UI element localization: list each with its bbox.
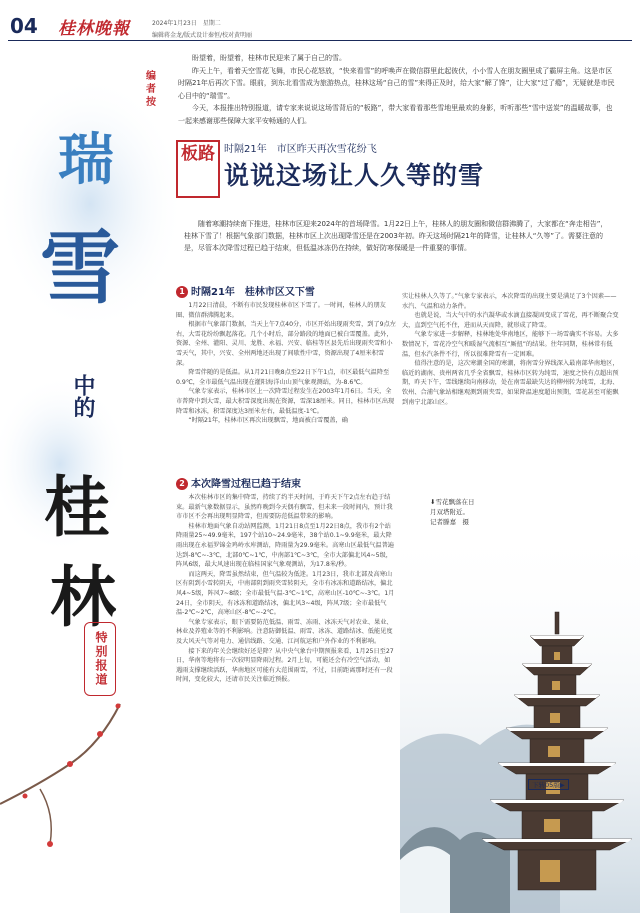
page-number: 04: [10, 14, 38, 38]
section-2-column: [176, 493, 396, 685]
title-char-rui: 瑞: [58, 127, 114, 193]
body-paragraph: 值得注意的是，这次寒潮全国的寒潮，将南雪分界线深入最南部华南地区，临近的湖南、贵州两省几乎全省飘雪，桂林市区转为纯雪，速度之快有点超出预期，昨天下午，雪线继续向南移动，处在南雪最缺失达的柳州转为纯雪，北海、钦州、合浦气象站相继观测到雨夹雪，如果降温速度超出预期，雪花甚至可能飘到南宁北部山区。: [402, 360, 619, 406]
section-1-title: 时隔21年 桂林市区又下雪: [191, 287, 315, 298]
editor-note: [178, 52, 618, 127]
body-paragraph: 1月22日清晨，不断有市民发现桂林市区下雪了。一时间，桂林人的朋友圈、微信群沸腾起来。: [176, 302, 386, 319]
body-paragraph: 气象专家表示，桂林市区上一次降雪过程发生在2003年1月6日。当天，全市普降中到大雪，最大积雪深度出现在资源，雪深18厘米。同日，桂林市区出现降雪和冰冻，积雪深度达3厘米左右，最低温度-1℃。: [176, 388, 395, 415]
body-paragraph: 桂林市地面气象自动站网监测，1月21日8点至1月22日8点，我市有2个站降雨量25~49.9毫米，197个站10~24.9毫米，38个站0.1~9.9毫米，最大降雨出现在永福罗锦金鸡岭水库测站，降雨量为29.9毫米。高寒山区最低气温普遍达到-8℃~-3℃，北部0℃~1℃，中南部1℃~3℃，全市大部偏北风4~5级，阵风6级，最大风速出现在临桂国家气象观测站，为17.8米/秒。: [176, 522, 394, 569]
body-paragraph: “时隔21年，桂林市区再次出现飘雪，地面被白雪覆盖，确: [188, 417, 348, 425]
section-2-heading: [176, 475, 301, 490]
caption-line: 月双塔附近。: [430, 508, 469, 516]
continued-next-page: 下转05版▶: [528, 779, 569, 790]
lead-paragraph: 随着寒潮持续南下推进，桂林市区迎来2024年的首场降雪。1月22日上午，桂林人的朋友圈和微信群沸腾了，大家都在“奔走相告”，桂林下雪了！根据气象部门数据，桂林市区上次出现降雪还是在2003年初。昨天这场时隔21年的降雪，让桂林人“久等”了。需要注意的是，尽管本次降雪过程已趋于结束，但低温冰冻仍在持续，做好防寒保暖是一件重要的事情。: [184, 220, 608, 252]
pagoda-snow-photo: [400, 520, 640, 913]
newspaper-name: 桂林晚報: [58, 19, 130, 39]
body-paragraph: 降雪伴随的是低温。从1月21日晚8点至22日下午1点，市区最低气温降至0.9℃，全市最低气温出现在灌阳海洋山山顶气象观测站，为-8.6℃。: [176, 369, 390, 386]
staff-credits: 编辑蒋金龙/版式设计秦恒/校对黄明丽: [152, 32, 253, 39]
body-paragraph: 本次桂林市区的集中降雪，持续了约半天时间，于昨天下午2点左右趋于结束。最新气象数据显示，虽然昨晚到今天偶有飘雪，但未来一段时间内，预计我市市区不会再出现明显降雪，但需要防范低温带来的影响。: [176, 494, 393, 521]
body-paragraph: 接下来的年关会继续好还是降？从中央气象台中期预报来看，1月25日至27日，华南等地将有一次较明显降雨过程。2月上旬，可能还会有冷空气活动，如遇雨支撑继续活跃，华南地区可能有大范围雨雪，不过，目前距离那时还有一段时间，变化较大，还请市民关注临近预报。: [176, 647, 394, 684]
headline-title: 说说这场让人久等的雪: [224, 161, 485, 190]
body-paragraph: 根据市气象部门数据，当天上午7点40分，市区开始出现雨夹雪，到了9点左右，大雪花纷纷飘起落花。几个小时后，部分路段的地面已被白雪覆盖。此外，资源、全州、灌阳、灵川、龙胜、永福、兴安、临桂等区县先后出现雨夹雪和小雪天气，其中，兴安、全州两地还出现了间歇性中雪，资源出现了4厘米积雪深。: [176, 321, 396, 367]
title-decoration: [0, 44, 178, 913]
section-number-badge: 2: [176, 478, 188, 490]
title-char-zhongde: 中的: [70, 374, 96, 418]
special-report-badge: 特别报道: [84, 622, 116, 696]
body-paragraph: 气象专家表示，眼下需要防范低温、雨雪、冻雨、冰冻天气对农业、果业、林业及养殖业等的不利影响。注意防御低温、雨雪、冰冻、道路结冰、低能见度及大风天气等对电力、通信线路、交通、江河航运和户外作业的不利影响。: [176, 618, 393, 645]
headline-kicker: 时隔21年 市区昨天再次雪花纷飞: [224, 144, 377, 155]
title-char-gui: 桂: [44, 468, 110, 546]
body-paragraph: 也就是说，当大气中的水汽凝华或水滴直接凝固变成了雪花，再不断聚合变大，直到空气托不住，进而从天而降，就形成了降雪。: [402, 312, 619, 329]
section-2-title: 本次降雪过程已趋于结束: [191, 479, 301, 490]
editor-note-paragraph: 今天，本报推出特别报道，请专家来说说这场雪背后的“板路”，带大家看看那些雪地里最欢的身影，听听那些“雪中送炭”的温暖故事，也一起来感谢那些保障大家平安畅通的人们。: [178, 104, 613, 125]
body-paragraph: 而这两天，降雪虽然结束，但气温较为低迷。1月23日，我市北部及高寒山区有阴到小雪转阴天，中南部阴到雨夹雪转阴天，全市有冰冻和道路结冰，偏北风4~5级，阵风7~8级；全市最低气温-3℃~1℃，高寒山区-10℃~-3℃。1月24日，全市阴天，有冰冻和道路结冰，偏北风3~4级，阵风7级；全市最低气温-2℃~2℃，高寒山区-8℃~-2℃。: [176, 570, 395, 617]
column-tag: 板路: [176, 140, 220, 198]
page-header: [0, 0, 640, 44]
section-1-heading: [176, 283, 315, 298]
editor-note-paragraph: 昨天上午，看着天空雪花飞舞，市民心花怒放，“快来看雪”的呼唤声在微信群里此起彼伏，小小雪人在朋友圈里成了霸屏主角。这是市区时隔21年后再次下雪。眼前，到东北看雪成为旅游热点，桂林这场“自己的雪”来得正及时，给大家“解了馋”，让大家“过了瘾”，无疑就是市民心目中的“瑞雪”。: [178, 66, 615, 100]
body-paragraph: 气象专家进一步解释，桂林地处华南地区，能够下一场雪确实不容易。大多数情况下，雪花冷空气和暖湿气流相互“厮扭”的结果。往年同期，桂林常有低温，但水汽条件不行，所以很难降雪有一定困难。: [402, 331, 619, 358]
section-number-badge: 1: [176, 286, 188, 298]
section-1-column-1: [176, 301, 396, 426]
title-char-xue: 雪: [40, 221, 120, 315]
editor-note-paragraph: 盼望着，盼望着，桂林市民迎来了属于自己的雪。: [192, 54, 346, 62]
caption-line: ⬇雪花飘落在日: [430, 498, 475, 506]
header-rule: [8, 40, 632, 41]
title-char-lin: 林: [50, 558, 116, 636]
section-1-column-2: [402, 292, 620, 407]
body-paragraph: 实让桂林人久等了。”气象专家表示，本次降雪的出现主要是满足了3个因素——水汽、气温和动力条件。: [402, 293, 617, 310]
issue-date: 2024年1月23日 星期二: [152, 20, 221, 27]
editor-note-label: 编者按: [146, 71, 156, 108]
